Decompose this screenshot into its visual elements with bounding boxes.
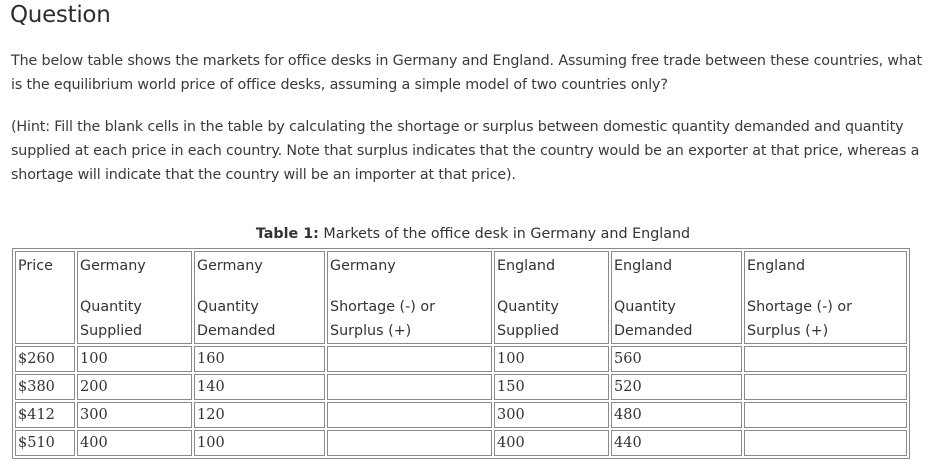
blank-cell (744, 374, 907, 400)
header-cell (744, 251, 907, 344)
table-row (15, 374, 907, 400)
blank-cell (744, 402, 907, 428)
table-cell: 560 (611, 346, 742, 372)
table-cell: 200 (77, 374, 192, 400)
country-label: Germany (197, 258, 263, 274)
price-cell: $412 (15, 402, 75, 428)
question-heading: Question (10, 2, 111, 28)
header-cell (194, 251, 325, 344)
table-cell: 440 (611, 430, 742, 456)
markets-table (12, 248, 910, 459)
table-row (15, 430, 907, 456)
table-caption-text: Markets of the office desk in Germany and England (318, 226, 691, 242)
table-cell: 140 (194, 374, 325, 400)
header-cell (494, 251, 609, 344)
table-cell: 120 (194, 402, 325, 428)
column-label-line1: Quantity (197, 299, 259, 315)
table-cell: 300 (494, 402, 609, 428)
table-cell: 150 (494, 374, 609, 400)
table-cell: 100 (494, 346, 609, 372)
price-cell: $510 (15, 430, 75, 456)
price-header: Price (18, 258, 53, 274)
column-label-line2: Demanded (614, 323, 693, 339)
column-label-line2: Surplus (+) (330, 323, 412, 339)
table-row (15, 402, 907, 428)
country-label: Germany (80, 258, 146, 274)
hint-text: (Hint: Fill the blank cells in the table by calculating the shortage or surplus between domestic quantity demanded and quantity supplied at each price in each country. Note that surplus indicates that the country would be an exporter at that price, whereas a shortage will indicate that the country will be an importer at that price). (11, 119, 920, 183)
column-label-line2: Demanded (197, 323, 276, 339)
header-cell (611, 251, 742, 344)
price-header-cell (15, 251, 75, 344)
blank-cell (327, 430, 492, 456)
column-label-line1: Quantity (497, 299, 559, 315)
table-cell: 100 (194, 430, 325, 456)
column-label-line1: Shortage (-) or (747, 299, 853, 315)
table-cell: 160 (194, 346, 325, 372)
column-label-line1: Quantity (80, 299, 142, 315)
table-cell: 100 (77, 346, 192, 372)
country-label: England (747, 258, 806, 274)
table-header-row (15, 251, 907, 344)
header-cell (77, 251, 192, 344)
table-cell: 400 (77, 430, 192, 456)
blank-cell (744, 346, 907, 372)
header-cell (327, 251, 492, 344)
table-cell: 520 (611, 374, 742, 400)
table-cell: 480 (611, 402, 742, 428)
table-cell: 300 (77, 402, 192, 428)
country-label: England (614, 258, 673, 274)
column-label-line2: Surplus (+) (747, 323, 829, 339)
column-label-line2: Supplied (497, 323, 560, 339)
table-cell: 400 (494, 430, 609, 456)
question-text: The below table shows the markets for office desks in Germany and England. Assuming free trade between these countries, what is the equilibrium world price of office desks, assuming a simple model of two countries only? (11, 53, 922, 93)
table-row (15, 346, 907, 372)
blank-cell (744, 430, 907, 456)
price-cell: $380 (15, 374, 75, 400)
price-cell: $260 (15, 346, 75, 372)
column-label-line1: Quantity (614, 299, 676, 315)
blank-cell (327, 374, 492, 400)
column-label-line1: Shortage (-) or (330, 299, 436, 315)
blank-cell (327, 402, 492, 428)
table-caption-label: Table 1: (255, 226, 319, 242)
table-caption (0, 226, 940, 242)
country-label: Germany (330, 258, 396, 274)
blank-cell (327, 346, 492, 372)
country-label: England (497, 258, 556, 274)
column-label-line2: Supplied (80, 323, 143, 339)
